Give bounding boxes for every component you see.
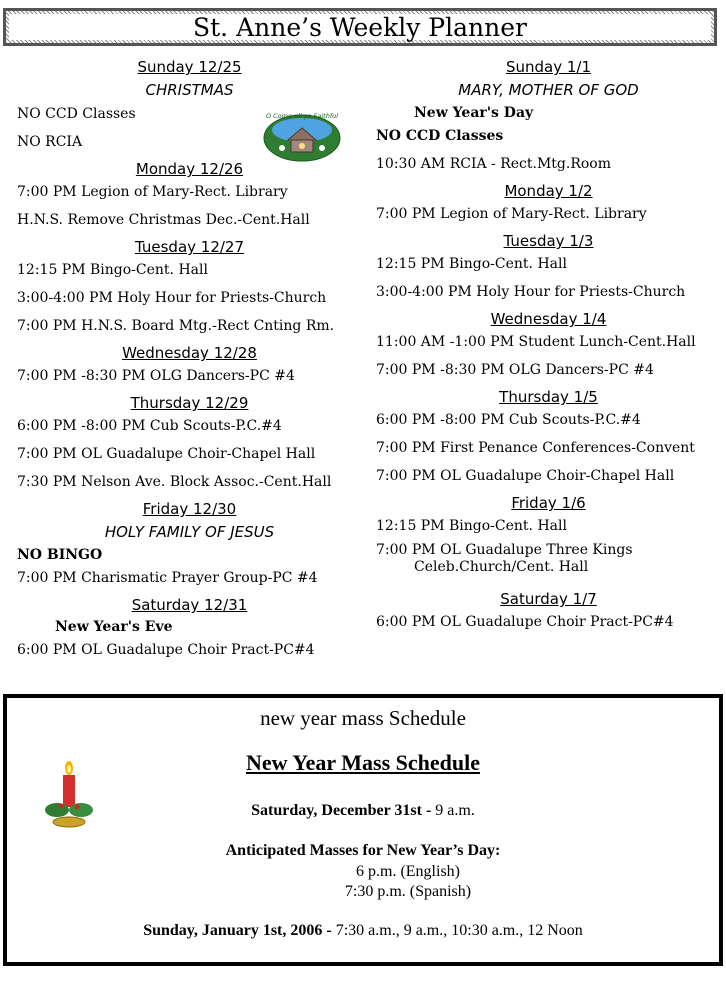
day-heading-monday-1-2: Monday 1/2	[504, 182, 593, 200]
anticipated-masses-heading: Anticipated Masses for New Year’s Day:	[225, 842, 501, 859]
event: H.N.S. Remove Christmas Dec.-Cent.Hall	[17, 212, 310, 228]
event: 6:00 PM OL Guadalupe Choir Pract-PC#4	[17, 642, 315, 658]
day-heading-tuesday-1-3: Tuesday 1/3	[503, 232, 594, 250]
event: 7:00 PM Legion of Mary-Rect. Library	[17, 184, 288, 200]
event: 7:00 PM H.N.S. Board Mtg.-Rect Cnting Rm.	[17, 318, 335, 334]
event: 7:00 PM Legion of Mary-Rect. Library	[376, 206, 647, 222]
event: 12:15 PM Bingo-Cent. Hall	[376, 518, 567, 534]
event: New Year's Eve	[55, 619, 173, 635]
day-heading-thursday-1-5: Thursday 1/5	[499, 388, 598, 406]
feast-christmas: CHRISTMAS	[145, 81, 234, 99]
right-column	[376, 56, 721, 638]
event: 7:00 PM -8:30 PM OLG Dancers-PC #4	[376, 362, 654, 378]
event: 7:00 PM -8:30 PM OLG Dancers-PC #4	[17, 368, 295, 384]
event: NO CCD Classes	[376, 128, 504, 144]
image-caption: O Come all ye Faithful	[265, 112, 339, 120]
day-heading-sunday-1-1: Sunday 1/1	[505, 58, 592, 76]
event: NO CCD Classes	[17, 106, 136, 122]
event: 10:30 AM RCIA - Rect.Mtg.Room	[376, 156, 612, 172]
day-heading-wednesday-12-28: Wednesday 12/28	[122, 344, 257, 362]
event: New Year's Day	[414, 105, 534, 121]
sunday-mass-line	[7, 922, 719, 940]
event: 3:00-4:00 PM Holy Hour for Priests-Church	[17, 290, 327, 306]
event: 7:00 PM OL Guadalupe Choir-Chapel Hall	[17, 446, 316, 462]
event: 11:00 AM -1:00 PM Student Lunch-Cent.Hall	[376, 334, 696, 350]
event: 6:00 PM -8:00 PM Cub Scouts-P.C.#4	[17, 418, 282, 434]
day-heading-thursday-12-29: Thursday 12/29	[130, 394, 249, 412]
event: 6:00 PM OL Guadalupe Choir Pract-PC#4	[376, 614, 674, 630]
day-heading-saturday-1-7: Saturday 1/7	[500, 590, 597, 608]
event: 6:00 PM -8:00 PM Cub Scouts-P.C.#4	[376, 412, 641, 428]
feast-holy-family: HOLY FAMILY OF JESUS	[104, 523, 275, 541]
day-heading-wednesday-1-4: Wednesday 1/4	[490, 310, 607, 328]
day-heading-friday-1-6: Friday 1/6	[511, 494, 586, 512]
day-heading-sunday-12-25: Sunday 12/25	[137, 58, 242, 76]
sunday-mass-label: Sunday, January 1st, 2006 -	[143, 922, 332, 939]
mass-time-spanish: 7:30 p.m. (Spanish)	[344, 883, 472, 900]
sunday-mass-times: 7:30 a.m., 9 a.m., 10:30 a.m., 12 Noon	[331, 922, 583, 939]
event: NO RCIA	[17, 134, 83, 150]
day-heading-monday-12-26: Monday 12/26	[135, 160, 244, 178]
event-line: 7:00 PM OL Guadalupe Three Kings	[376, 542, 633, 558]
page-title: St. Anne’s Weekly Planner	[9, 14, 711, 40]
nativity-scene-icon	[262, 110, 342, 162]
feast-mary-mother-of-god: MARY, MOTHER OF GOD	[458, 81, 639, 99]
mass-time-english: 6 p.m. (English)	[356, 863, 460, 880]
mass-box-header: new year mass Schedule	[260, 706, 466, 730]
event: 12:15 PM Bingo-Cent. Hall	[17, 262, 208, 278]
mass-schedule-box	[3, 694, 723, 966]
event: 12:15 PM Bingo-Cent. Hall	[376, 256, 567, 272]
day-heading-friday-12-30: Friday 12/30	[142, 500, 237, 518]
saturday-mass-label: Saturday, December 31st -	[251, 802, 432, 819]
event: 7:30 PM Nelson Ave. Block Assoc.-Cent.Hall	[17, 474, 332, 490]
event: 7:00 PM OL Guadalupe Choir-Chapel Hall	[376, 468, 675, 484]
event: 3:00-4:00 PM Holy Hour for Priests-Church	[376, 284, 686, 300]
event: 7:00 PM First Penance Conferences-Convent	[376, 440, 695, 456]
saturday-mass-times: 9 a.m.	[431, 802, 475, 819]
day-heading-saturday-12-31: Saturday 12/31	[131, 596, 248, 614]
day-heading-tuesday-12-27: Tuesday 12/27	[134, 238, 245, 256]
event	[376, 542, 721, 588]
title-banner	[3, 8, 717, 46]
mass-schedule-title: New Year Mass Schedule	[245, 750, 481, 775]
event: NO BINGO	[17, 547, 103, 563]
event-line-continued: Celeb.Church/Cent. Hall	[414, 559, 589, 575]
event: 7:00 PM Charismatic Prayer Group-PC #4	[17, 570, 318, 586]
saturday-mass-line	[7, 802, 719, 820]
